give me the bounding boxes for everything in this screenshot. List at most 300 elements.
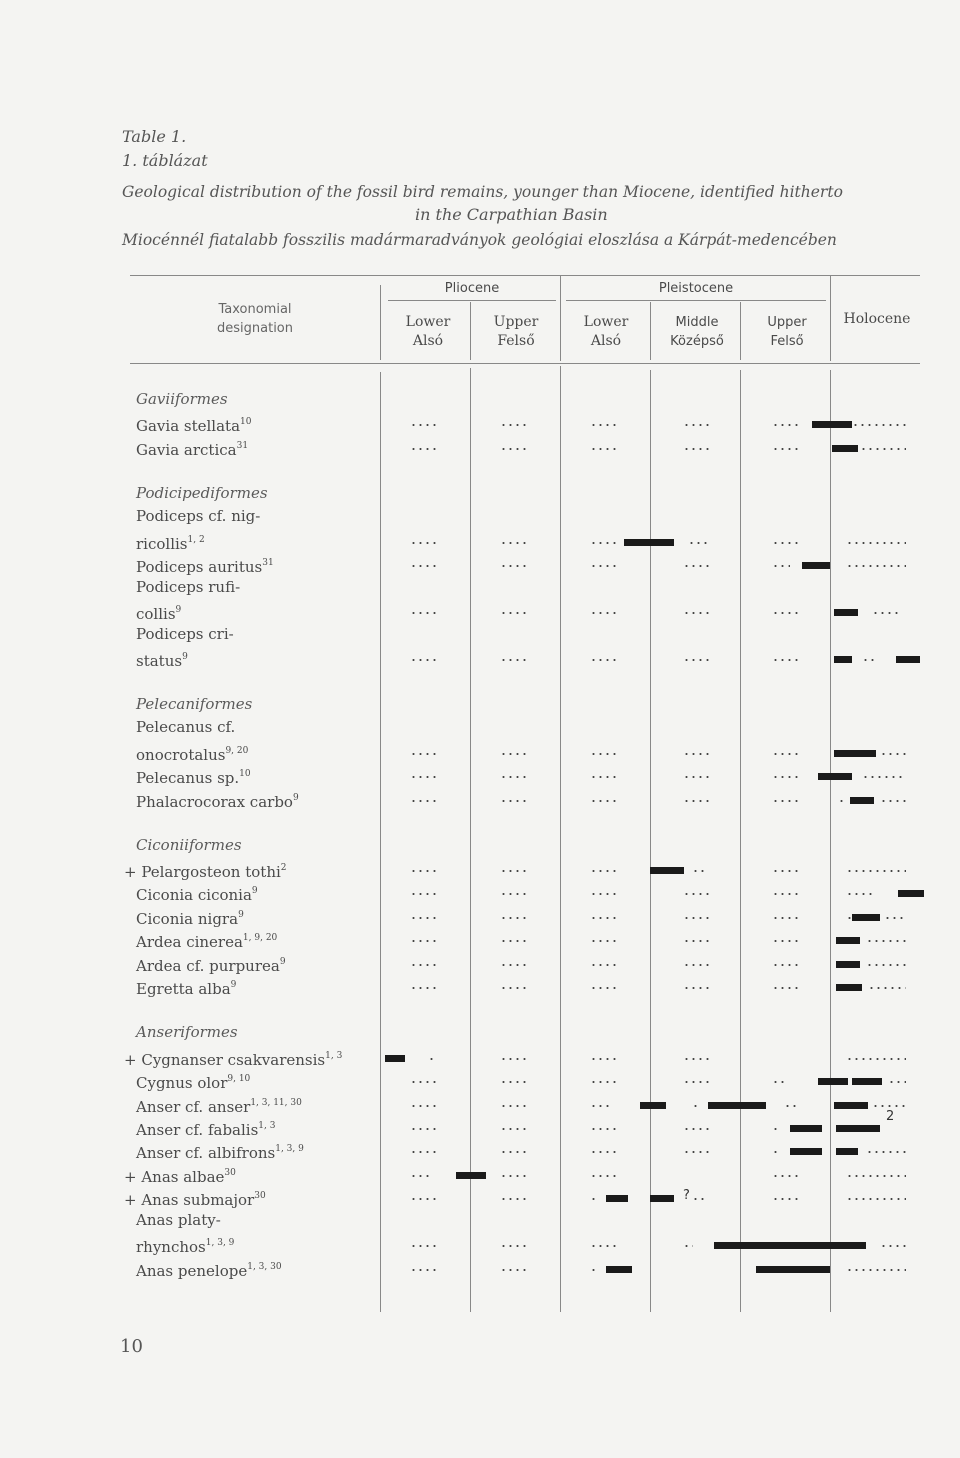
taxon-row xyxy=(0,763,960,788)
occurrence-bar xyxy=(832,445,858,452)
absence-dots xyxy=(866,964,906,966)
taxon-name-text: Gavia arctica xyxy=(136,440,237,459)
taxon-name xyxy=(124,1185,266,1211)
taxon-name-text: Anser cf. fabalis xyxy=(136,1120,259,1139)
absence-dots xyxy=(683,1151,709,1153)
taxon-row xyxy=(0,1185,960,1210)
absence-dots xyxy=(500,612,526,614)
absence-dots xyxy=(410,448,436,450)
reference-superscript: 1, 3 xyxy=(325,1050,343,1061)
taxon-row xyxy=(0,716,960,738)
absence-dots xyxy=(683,659,709,661)
absence-dots xyxy=(862,659,878,661)
absence-dots xyxy=(590,659,616,661)
absence-dots xyxy=(590,1151,616,1153)
taxon-row xyxy=(0,951,960,973)
absence-dots xyxy=(872,1105,906,1107)
occurrence-bar xyxy=(836,937,860,944)
absence-dots xyxy=(860,448,906,450)
col-divider-4h xyxy=(650,302,651,360)
absence-dots xyxy=(500,1081,526,1083)
uncertain-mark: ? xyxy=(683,1188,690,1204)
taxon-name-text: Ciconia ciconia xyxy=(136,886,252,905)
absence-dots xyxy=(692,1198,706,1200)
occurrence-bar xyxy=(640,1102,666,1109)
order-name xyxy=(136,388,228,410)
taxon-name-text: Podiceps cri- xyxy=(136,624,234,643)
reference-superscript: 9 xyxy=(230,980,237,991)
pliocene-header: Pliocene xyxy=(444,281,500,296)
absence-dots xyxy=(846,1269,906,1271)
absence-dots xyxy=(500,448,526,450)
absence-dots xyxy=(410,870,436,872)
absence-dots xyxy=(410,424,436,426)
reference-superscript: 1, 2 xyxy=(187,534,205,545)
caption-table-number: Table 1. xyxy=(122,127,187,146)
header-bottom-rule xyxy=(130,363,920,364)
taxon-row xyxy=(0,1232,960,1257)
absence-dots xyxy=(772,893,800,895)
absence-dots xyxy=(846,1058,906,1060)
reference-superscript: 1, 9, 20 xyxy=(242,933,278,944)
occurrence-bar xyxy=(896,656,920,663)
occurrence-bar xyxy=(834,609,858,616)
caption-title-hu: Miocénnél fiatalabb fosszilis madármaradványok geológiai eloszlása a Kárpát-medencében xyxy=(122,231,837,249)
taxon-name xyxy=(124,857,287,883)
absence-dots xyxy=(500,1058,526,1060)
taxon-row xyxy=(0,740,960,762)
absence-dots xyxy=(410,1151,436,1153)
absence-dots xyxy=(884,917,904,919)
taxon-name-text: Anser cf. anser xyxy=(136,1097,251,1116)
absence-dots xyxy=(410,542,436,544)
occurrence-bar xyxy=(624,539,674,546)
absence-dots xyxy=(772,448,800,450)
taxon-name xyxy=(136,1138,304,1164)
taxon-row xyxy=(0,787,960,809)
absence-dots xyxy=(846,1198,906,1200)
absence-dots xyxy=(500,542,526,544)
absence-dots xyxy=(688,542,710,544)
occurrence-bar xyxy=(756,1266,830,1273)
order-name xyxy=(136,693,252,715)
taxon-row xyxy=(0,599,960,624)
col-divider-1h xyxy=(380,285,381,360)
absence-dots xyxy=(590,917,616,919)
absence-dots xyxy=(500,940,526,942)
occurrence-bar xyxy=(606,1195,628,1202)
taxon-name xyxy=(136,974,236,1000)
taxon-name xyxy=(136,1115,275,1141)
absence-dots xyxy=(772,800,800,802)
absence-dots xyxy=(500,1198,526,1200)
absence-dots xyxy=(683,424,709,426)
taxon-name-text: Egretta alba xyxy=(136,980,231,999)
taxon-name xyxy=(136,1092,302,1118)
absence-dots xyxy=(772,1175,800,1177)
absence-dots xyxy=(772,1151,778,1153)
taxon-row xyxy=(0,927,960,952)
occurrence-bar xyxy=(818,1078,848,1085)
taxon-row xyxy=(0,857,960,879)
taxon-name-text: Gaviiformes xyxy=(136,390,228,408)
taxon-row xyxy=(0,1068,960,1093)
absence-dots xyxy=(590,542,616,544)
absence-dots xyxy=(872,612,898,614)
absence-dots xyxy=(683,753,709,755)
absence-dots xyxy=(410,1269,436,1271)
absence-dots xyxy=(410,659,436,661)
taxon-name-text: collis xyxy=(136,605,176,624)
occurrence-bar xyxy=(456,1172,486,1179)
absence-dots xyxy=(590,1105,610,1107)
taxon-row xyxy=(0,576,960,598)
taxon-name-text: Pelecanus sp. xyxy=(136,769,240,788)
absence-dots xyxy=(846,565,906,567)
taxon-row xyxy=(0,1045,960,1067)
absence-dots xyxy=(500,800,526,802)
absence-dots xyxy=(590,753,616,755)
col-divider-2h xyxy=(470,302,471,360)
taxon-name xyxy=(136,646,188,672)
taxon-name xyxy=(136,1068,250,1094)
reference-superscript: 31 xyxy=(236,440,249,451)
taxon-name-text: Pelecaniformes xyxy=(136,694,253,713)
absence-dots xyxy=(428,1058,434,1060)
absence-dots xyxy=(772,987,800,989)
absence-dots xyxy=(772,565,790,567)
occurrence-bar xyxy=(790,1125,822,1132)
taxon-row xyxy=(0,529,960,551)
reference-superscript: 2 xyxy=(280,863,287,873)
taxon-name-text: Pelecanus cf. xyxy=(136,718,236,737)
absence-dots xyxy=(862,776,906,778)
absence-dots xyxy=(410,1128,436,1130)
absence-dots xyxy=(772,917,800,919)
absence-dots xyxy=(852,424,906,426)
absence-dots xyxy=(683,1128,709,1130)
caption-table-number-hu: 1. táblázat xyxy=(122,151,208,170)
absence-dots xyxy=(868,987,906,989)
absence-dots xyxy=(410,565,436,567)
absence-dots xyxy=(888,1081,906,1083)
absence-dots xyxy=(838,800,844,802)
taxon-name xyxy=(124,1162,236,1188)
lower-pleistocene-header: Lower Alsó xyxy=(583,314,629,349)
pleistocene-rule xyxy=(566,300,826,301)
taxon-name xyxy=(136,880,258,906)
taxon-name xyxy=(136,763,251,789)
taxon-name-text: + Anas submajor xyxy=(124,1191,255,1210)
taxon-name-text: Podicipediformes xyxy=(136,483,268,502)
taxon-name-text: Ciconia nigra xyxy=(136,909,239,928)
absence-dots xyxy=(683,1058,709,1060)
absence-dots xyxy=(846,542,906,544)
taxon-row xyxy=(0,1138,960,1163)
occurrence-bar xyxy=(852,914,880,921)
absence-dots xyxy=(772,1128,778,1130)
absence-dots xyxy=(500,1128,526,1130)
order-name xyxy=(136,834,242,856)
taxon-name xyxy=(136,1209,221,1231)
absence-dots xyxy=(590,870,616,872)
reference-superscript: 9 xyxy=(279,956,286,967)
reference-superscript: 9 xyxy=(292,792,299,803)
absence-dots xyxy=(590,1128,616,1130)
absence-dots xyxy=(500,659,526,661)
taxon-name-text: Anser cf. albifrons xyxy=(136,1144,276,1163)
absence-dots xyxy=(410,1245,436,1247)
taxon-name-text: onocrotalus xyxy=(136,745,226,764)
absence-dots xyxy=(846,1175,906,1177)
absence-dots xyxy=(500,1175,526,1177)
taxon-row xyxy=(0,505,960,527)
absence-dots xyxy=(772,964,800,966)
taxon-name xyxy=(136,623,234,645)
taxon-name xyxy=(136,505,260,527)
absence-dots xyxy=(880,800,906,802)
absence-dots xyxy=(692,870,708,872)
taxon-name xyxy=(136,740,248,766)
taxon-row xyxy=(0,1209,960,1231)
occurrence-bar xyxy=(850,797,874,804)
group-header-row xyxy=(0,482,960,504)
absence-dots xyxy=(590,565,616,567)
pliocene-rule xyxy=(388,300,556,301)
occurrence-bar xyxy=(606,1266,632,1273)
absence-dots xyxy=(500,893,526,895)
note-mark: 2 xyxy=(886,1108,895,1124)
absence-dots xyxy=(500,1151,526,1153)
absence-dots xyxy=(590,1081,616,1083)
group-header-row xyxy=(0,388,960,410)
taxon-name-text: Podiceps rufi- xyxy=(136,577,241,596)
absence-dots xyxy=(590,964,616,966)
taxon-name xyxy=(136,1232,234,1258)
absence-dots xyxy=(500,753,526,755)
absence-dots xyxy=(590,448,616,450)
occurrence-bar xyxy=(834,656,852,663)
absence-dots xyxy=(410,612,436,614)
group-header-row xyxy=(0,834,960,856)
absence-dots xyxy=(410,1175,430,1177)
taxon-row xyxy=(0,974,960,999)
absence-dots xyxy=(772,776,798,778)
taxon-name xyxy=(136,787,299,813)
absence-dots xyxy=(590,1198,596,1200)
occurrence-bar xyxy=(836,1148,858,1155)
taxon-name xyxy=(136,927,277,953)
absence-dots xyxy=(590,612,616,614)
reference-superscript: 9 xyxy=(175,605,182,616)
taxon-name-text: + Anas albae xyxy=(124,1167,225,1186)
occurrence-bar xyxy=(650,867,684,874)
absence-dots xyxy=(500,1245,526,1247)
absence-dots xyxy=(500,776,526,778)
absence-dots xyxy=(846,893,872,895)
occurrence-bar xyxy=(790,1148,822,1155)
absence-dots xyxy=(590,776,616,778)
absence-dots xyxy=(590,940,616,942)
col-divider-6h xyxy=(830,276,831,361)
absence-dots xyxy=(410,893,436,895)
spacer-row xyxy=(0,810,960,832)
occurrence-bar xyxy=(836,984,862,991)
absence-dots xyxy=(683,565,709,567)
occurrence-bar xyxy=(818,773,830,780)
absence-dots xyxy=(500,1105,526,1107)
absence-dots xyxy=(683,800,709,802)
absence-dots xyxy=(772,870,800,872)
absence-dots xyxy=(772,1198,800,1200)
taxon-name-text: ricollis xyxy=(136,534,188,553)
absence-dots xyxy=(772,659,800,661)
taxon-row xyxy=(0,435,960,457)
occurrence-bar xyxy=(838,421,852,428)
taxon-name-text: Anas platy- xyxy=(136,1210,221,1229)
taxon-row xyxy=(0,1162,960,1184)
spacer-row xyxy=(0,458,960,480)
absence-dots xyxy=(590,1175,616,1177)
absence-dots xyxy=(500,987,526,989)
taxon-row xyxy=(0,904,960,926)
absence-dots xyxy=(846,870,906,872)
taxon-row xyxy=(0,1108,960,1139)
absence-dots xyxy=(772,424,800,426)
spacer-row xyxy=(0,669,960,691)
absence-dots xyxy=(683,987,709,989)
caption-title-en: Geological distribution of the fossil bird remains, younger than Miocene, identified hitherto xyxy=(122,183,843,201)
absence-dots xyxy=(683,448,709,450)
absence-dots xyxy=(772,940,800,942)
occurrence-bar xyxy=(836,961,860,968)
taxon-name xyxy=(136,904,244,930)
taxon-name-text: Ardea cinerea xyxy=(136,933,243,952)
reference-superscript: 1, 3, 11, 30 xyxy=(250,1097,302,1108)
taxon-row xyxy=(0,646,960,668)
absence-dots xyxy=(410,800,436,802)
col-divider-3h xyxy=(560,276,561,361)
reference-superscript: 31 xyxy=(262,558,274,569)
reference-superscript: 30 xyxy=(254,1191,266,1202)
taxon-name xyxy=(136,435,248,461)
spacer-row xyxy=(0,998,960,1020)
order-name xyxy=(136,1021,238,1043)
taxon-name-text: Anseriformes xyxy=(136,1023,238,1042)
reference-superscript: 1, 3, 9 xyxy=(205,1238,235,1249)
absence-dots xyxy=(410,1081,436,1083)
reference-superscript: 9 xyxy=(182,651,188,662)
taxon-name xyxy=(124,1045,342,1071)
taxon-row xyxy=(0,552,960,577)
taxon-name-text: rhynchos xyxy=(136,1238,206,1257)
absence-dots xyxy=(500,565,526,567)
absence-dots xyxy=(683,612,709,614)
reference-superscript: 9 xyxy=(251,886,258,897)
reference-superscript: 1, 3, 30 xyxy=(247,1261,282,1272)
absence-dots xyxy=(410,776,436,778)
absence-dots xyxy=(590,424,616,426)
reference-superscript: 30 xyxy=(224,1167,236,1178)
absence-dots xyxy=(500,964,526,966)
group-header-row xyxy=(0,693,960,715)
absence-dots xyxy=(590,893,616,895)
taxon-name-text: status xyxy=(136,651,183,670)
occurrence-bar xyxy=(385,1055,405,1062)
absence-dots xyxy=(772,753,800,755)
absence-dots xyxy=(880,1245,906,1247)
absence-dots xyxy=(784,1105,800,1107)
occurrence-bar xyxy=(898,890,924,897)
taxon-name-text: Anas penelope xyxy=(136,1261,248,1280)
occurrence-bar xyxy=(834,1102,868,1109)
absence-dots xyxy=(500,424,526,426)
absence-dots xyxy=(500,917,526,919)
absence-dots xyxy=(410,1198,436,1200)
absence-dots xyxy=(500,1269,526,1271)
middle-pleistocene-header: Middle Középső xyxy=(670,315,724,349)
page-number: 10 xyxy=(120,1336,143,1357)
occurrence-bar xyxy=(714,1242,866,1249)
absence-dots xyxy=(683,917,709,919)
absence-dots xyxy=(683,1081,709,1083)
reference-superscript: 1, 3, 9 xyxy=(275,1144,304,1155)
taxon-name xyxy=(136,529,205,555)
reference-superscript: 9, 10 xyxy=(227,1074,251,1085)
caption-title-en-cont: in the Carpathian Basin xyxy=(415,205,608,224)
absence-dots xyxy=(500,870,526,872)
absence-dots xyxy=(410,987,436,989)
holocene-header: Holocene xyxy=(843,311,911,327)
taxon-column-header: Taxonomial designation xyxy=(217,302,293,336)
header-top-rule xyxy=(130,275,920,276)
reference-superscript: 10 xyxy=(240,417,252,428)
taxon-name-text: Podiceps cf. nig- xyxy=(136,507,261,526)
absence-dots xyxy=(866,1151,906,1153)
absence-dots xyxy=(410,1105,436,1107)
taxon-row xyxy=(0,880,960,905)
taxon-name-text: Gavia stellata xyxy=(136,417,241,436)
reference-superscript: 9, 20 xyxy=(225,745,249,756)
occurrence-bar xyxy=(852,1078,882,1085)
occurrence-bar xyxy=(650,1195,674,1202)
occurrence-bar xyxy=(834,750,876,757)
taxon-name-text: + Cygnanser csakvarensis xyxy=(124,1050,326,1069)
taxon-name-text: + Pelargosteon tothi xyxy=(124,863,281,881)
lower-pliocene-header: Lower Alsó xyxy=(405,314,451,349)
absence-dots xyxy=(772,1081,786,1083)
occurrence-bar xyxy=(830,773,852,780)
absence-dots xyxy=(683,893,709,895)
taxon-name xyxy=(136,716,235,738)
absence-dots xyxy=(880,753,906,755)
absence-dots xyxy=(590,1058,616,1060)
reference-superscript: 1, 3 xyxy=(258,1120,276,1131)
taxon-name xyxy=(136,1256,282,1282)
taxon-name xyxy=(136,599,181,625)
occurrence-bar xyxy=(836,1125,880,1132)
absence-dots xyxy=(590,1245,616,1247)
occurrence-bar xyxy=(802,562,830,569)
taxon-name xyxy=(136,576,240,598)
absence-dots xyxy=(410,753,436,755)
taxon-name-text: Ardea cf. purpurea xyxy=(136,956,280,975)
reference-superscript: 9 xyxy=(238,909,244,920)
absence-dots xyxy=(692,1105,698,1107)
absence-dots xyxy=(866,940,906,942)
upper-pleistocene-header: Upper Felső xyxy=(767,315,807,349)
group-header-row xyxy=(0,1021,960,1043)
